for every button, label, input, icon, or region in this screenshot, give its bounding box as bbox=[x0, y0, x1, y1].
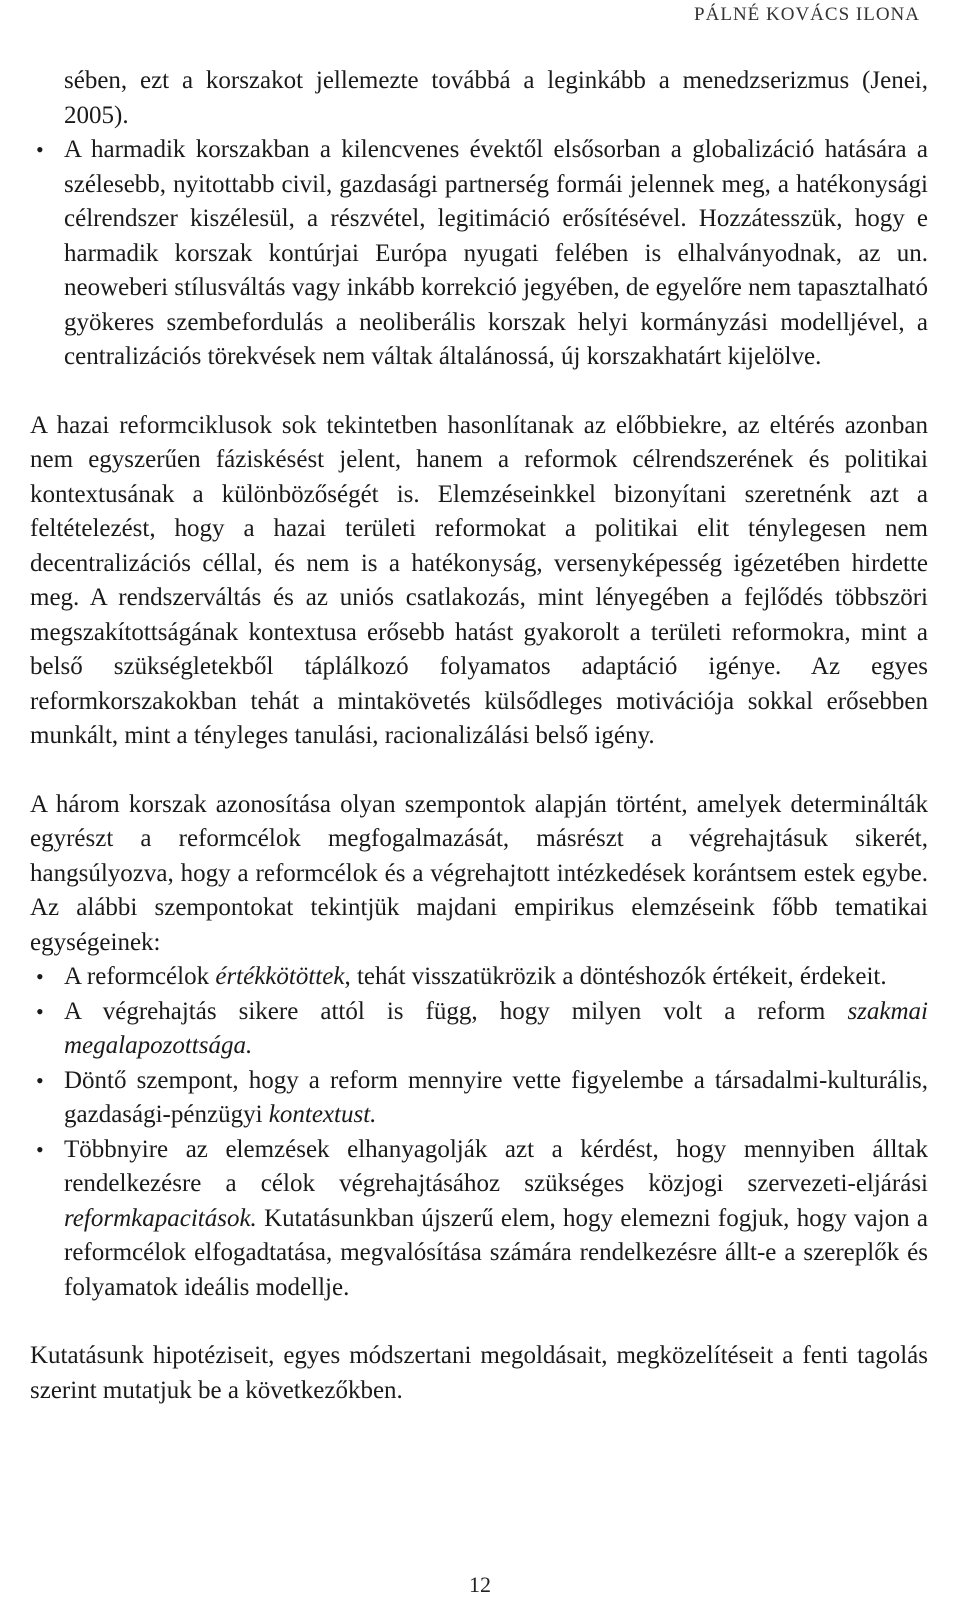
page-number: 12 bbox=[469, 1572, 491, 1597]
period-bullet-list bbox=[30, 133, 928, 375]
bullet-icon: • bbox=[36, 964, 44, 989]
body-paragraph: A három korszak azonosítása olyan szempontok alapján történt, amelyek determinálták egyrészt a reformcélok megfogalmazását, másrészt a végrehajtásuk sikerét, hangsúlyozva, hogy a reformcélok és a végrehajtott intézkedések korántsem estek egybe. Az alábbi szempontokat tekintjük majdani empirikus elemzéseink főbb tematikai egységeinek: bbox=[30, 790, 928, 956]
emphasis-term: reformkapacitások. bbox=[64, 1204, 257, 1232]
list-item-text: Kutatásunkban újszerű elem, hogy elemezni fogjuk, hogy vajon a reformcélok elfogadtatása, megvalósítása számára rendelkezésre állt-e a szereplők és folyamatok ideális modellje. bbox=[64, 1204, 928, 1301]
list-item bbox=[30, 1133, 928, 1306]
list-item-text: A reformcélok bbox=[64, 963, 216, 990]
bullet-icon: • bbox=[36, 1136, 44, 1162]
list-item bbox=[30, 960, 928, 995]
continuation-paragraph: sében, ezt a korszakot jellemezte továbbá a leginkább a menedzserizmus (Jenei, 2005). bbox=[64, 67, 928, 129]
list-item-text: A harmadik korszakban a kilencvenes évektől elsősorban a globalizáció hatására a szélesebb, nyitottabb civil, gazdasági partnerség formái jelennek meg, a hatékonysági célrendszer kiszélesül, a részvétel, legitimáció erősítésével. Hozzátesszük, hogy e harmadik korszak kontúrjai Európa nyugati felében is elhalványodnak, az un. neoweberi stílusváltás vagy inkább korrekció jegyében, de egyelőre nem tapasztalható gyökeres szembefordulás a neoliberális korszak helyi kormányzási modelljével, a centralizációs törekvések nem váltak általánossá, új korszakhatárt kijelölve. bbox=[64, 136, 928, 370]
list-item bbox=[30, 1064, 928, 1133]
running-header: PÁLNÉ KOVÁCS ILONA bbox=[694, 4, 920, 25]
criteria-bullet-list bbox=[30, 960, 928, 1305]
bullet-icon: • bbox=[36, 1067, 44, 1093]
page-body bbox=[30, 64, 928, 1408]
list-item-text: Döntő szempont, hogy a reform mennyire vette figyelembe a társadalmi-kulturális, gazdasági-pénzügyi bbox=[64, 1066, 928, 1128]
emphasis-term: szakmai megalapozottsága. bbox=[64, 997, 928, 1059]
emphasis-term: kontextust. bbox=[268, 1101, 377, 1128]
list-item bbox=[30, 133, 928, 375]
bullet-icon: • bbox=[36, 998, 44, 1024]
list-item-text: A végrehajtás sikere attól is függ, hogy milyen volt a reform bbox=[64, 997, 848, 1025]
list-item bbox=[30, 995, 928, 1064]
body-paragraph: A hazai reformciklusok sok tekintetben hasonlítanak az előbbiekre, az eltérés azonban nem egyszerűen fáziskésést jelent, hanem a reformok célrendszerének és politikai kontextusának a különbözőségét is. Elemzéseinkkel bizonyítani szeretnénk azt a feltételezést, hogy a hazai területi reformokat a politikai elit ténylegesen nem decentralizációs céllal, és nem is a hatékonyság, versenyképesség igézetében hirdette meg. A rendszerváltás és az uniós csatlakozás, mint lényegében a fejlődés többszöri megszakítottságának kontextusa erősebb hatást gyakorolt a területi reformokra, mint a belső szükségletekből táplálkozó folyamatos adaptáció igénye. Az egyes reformkorszakokban tehát a mintakövetés külsődleges motivációja sokkal erősebben munkált, mint a tényleges tanulási, racionalizálási belső igény. bbox=[30, 411, 928, 749]
list-item-text: Többnyire az elemzések elhanyagolják azt a kérdést, hogy mennyiben álltak rendelkezésre a célok végrehajtásához szükséges közjogi szervezeti-eljárási bbox=[64, 1135, 928, 1197]
bullet-icon: • bbox=[36, 137, 44, 162]
body-paragraph: Kutatásunk hipotéziseit, egyes módszertani megoldásait, megközelítéseit a fenti tagolás szerint mutatjuk be a következőkben. bbox=[30, 1342, 928, 1404]
emphasis-term: értékkötöttek bbox=[215, 963, 345, 990]
list-item-text: , tehát visszatükrözik a döntéshozók értékeit, érdekeit. bbox=[344, 963, 887, 990]
